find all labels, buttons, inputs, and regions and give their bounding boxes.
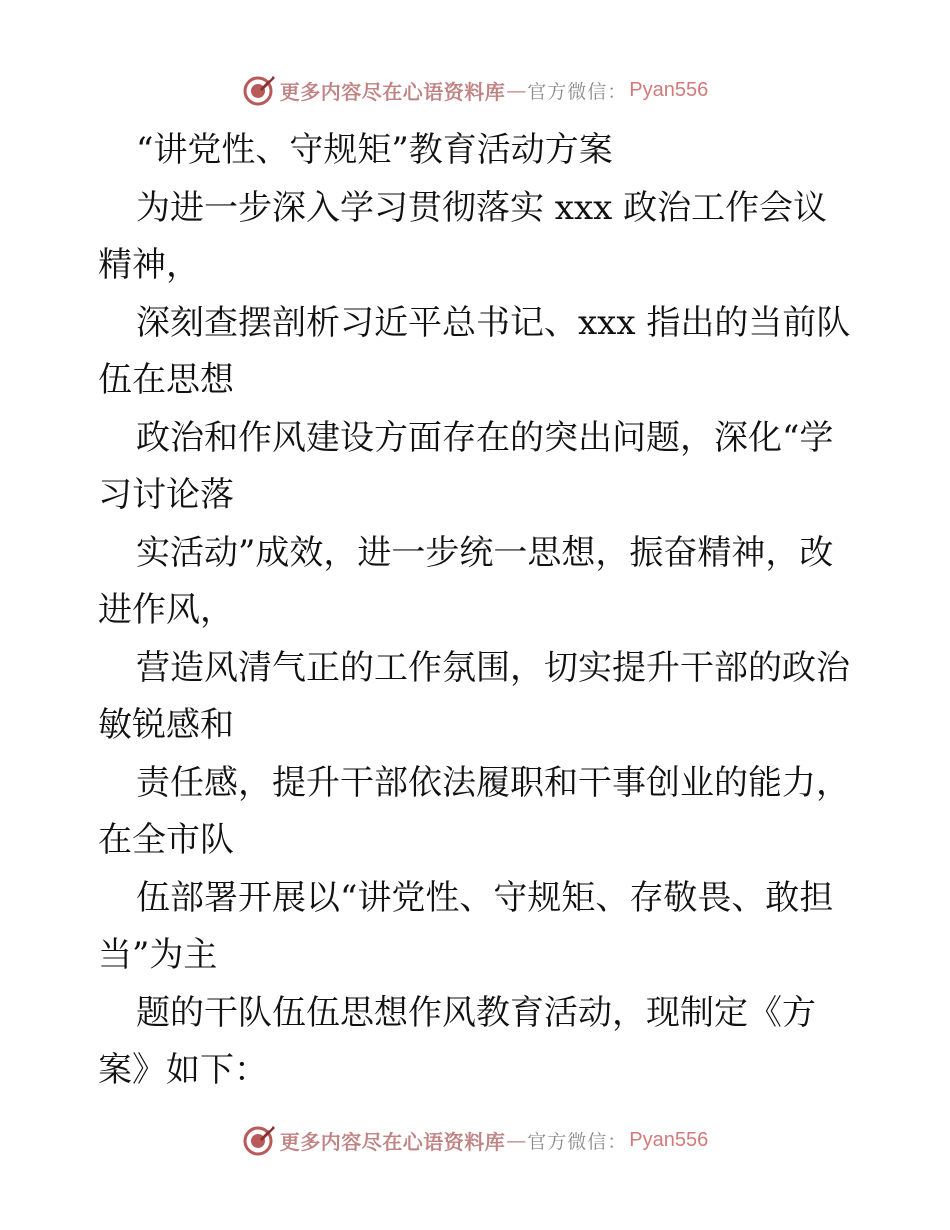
body-line: 政治和作风建设方面存在的突出问题，深化“学 (136, 417, 834, 458)
body-line: 题的干队伍伍思想作风教育活动，现制定《方 (136, 992, 816, 1033)
body-line: 敏锐感和 (98, 705, 234, 745)
footer-watermark-banner (0, 1120, 950, 1160)
banner-dash: — (506, 1128, 527, 1152)
body-line: 当”为主 (98, 935, 218, 975)
body-line: 习讨论落 (98, 475, 234, 515)
document-title: “讲党性、守规矩”教育活动方案 (136, 130, 613, 170)
banner-sub-text: 官方微信： (527, 80, 628, 103)
body-line: 为进一步深入学习贯彻落实 xxx 政治工作会议 (136, 187, 828, 228)
banner-main-text: 更多内容尽在心语资料库 (279, 79, 506, 104)
banner-dash: — (506, 78, 527, 102)
quill-seal-icon (242, 1123, 276, 1157)
body-line: 责任感，提升干部依法履职和干事创业的能力， (136, 762, 850, 803)
body-line: 深刻查摆剖析习近平总书记、xxx 指出的当前队 (136, 302, 851, 343)
banner-main-text: 更多内容尽在心语资料库 (279, 1129, 506, 1154)
banner-sub-text: 官方微信： (527, 1130, 628, 1153)
body-line: 进作风， (98, 590, 234, 630)
header-watermark-banner (0, 70, 950, 110)
body-line: 伍在思想 (98, 360, 234, 400)
banner-wechat-id: Pyan556 (629, 78, 709, 101)
body-line: 伍部署开展以“讲党性、守规矩、存敬畏、敢担 (136, 877, 834, 918)
body-line: 营造风清气正的工作氛围，切实提升干部的政治 (136, 647, 850, 688)
banner-wechat-id: Pyan556 (629, 1128, 709, 1151)
body-line: 在全市队 (98, 820, 234, 860)
body-line: 实活动”成效，进一步统一思想，振奋精神，改 (136, 532, 834, 573)
quill-seal-icon (242, 73, 276, 107)
body-line: 案》如下： (98, 1050, 268, 1090)
document-body (98, 122, 858, 1100)
body-line: 精神， (98, 245, 200, 285)
